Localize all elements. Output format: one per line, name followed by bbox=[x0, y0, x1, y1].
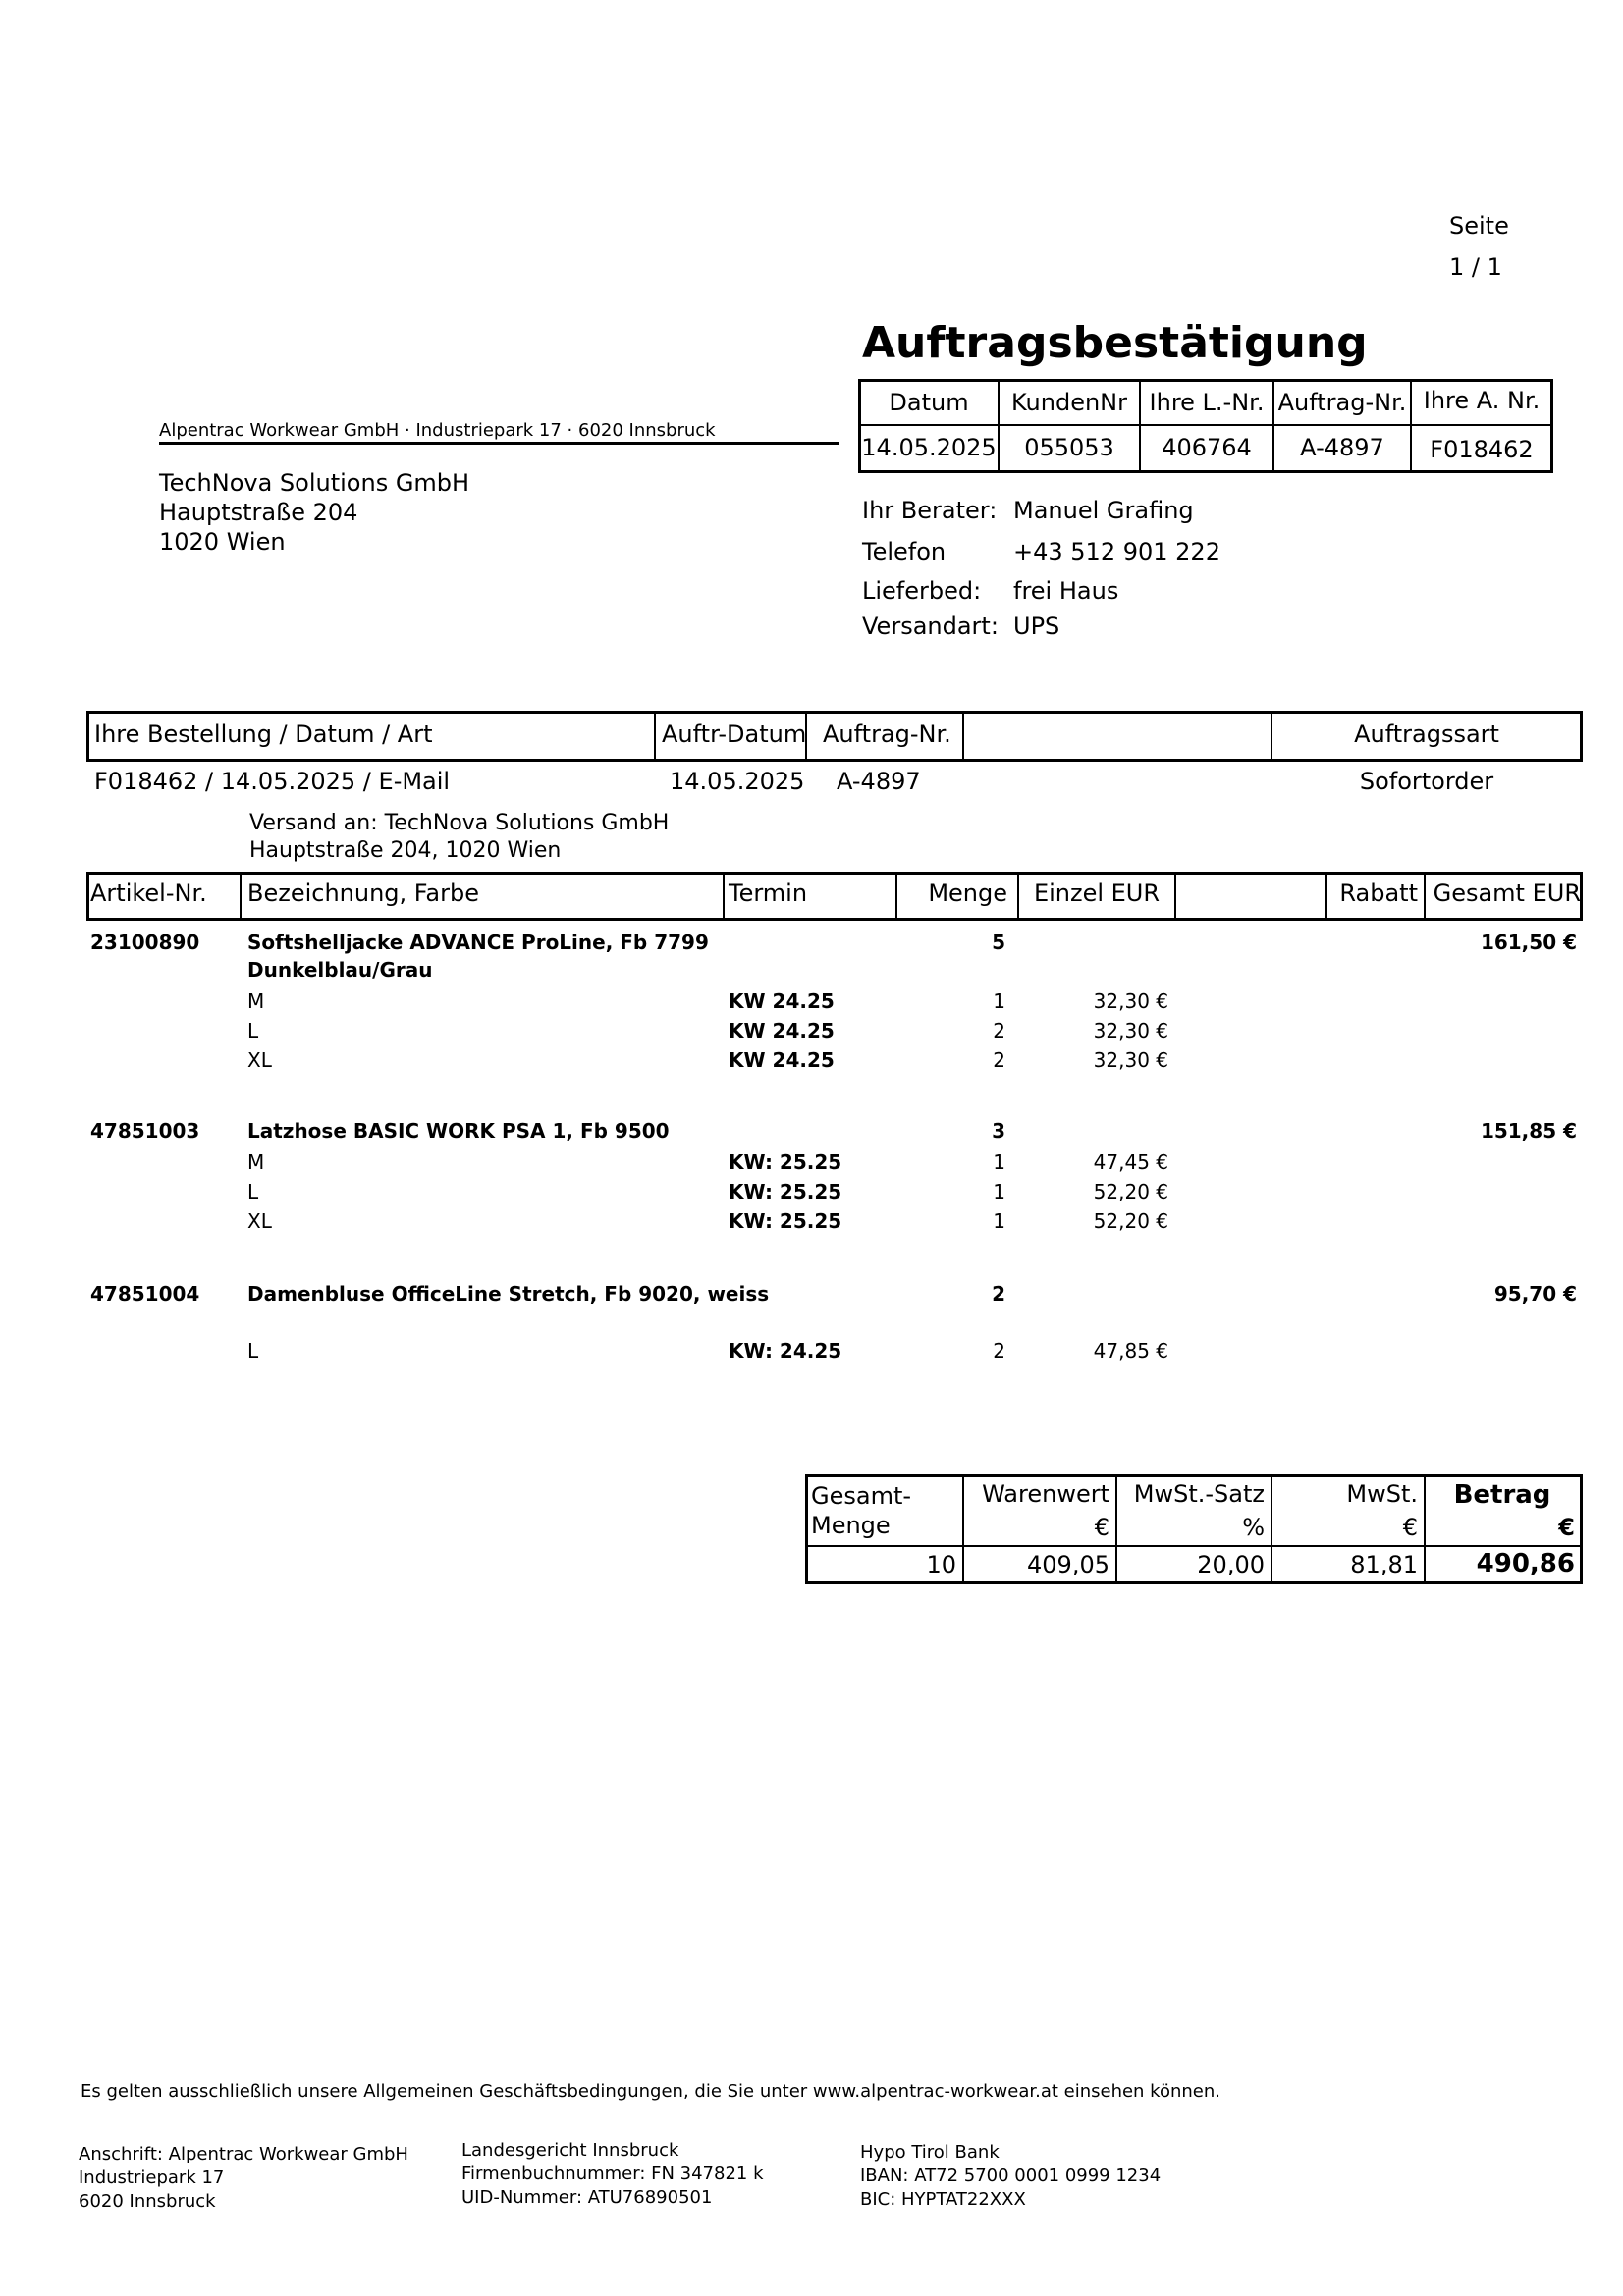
totals-h-vat-1: MwSt. bbox=[1346, 1480, 1418, 1508]
sender-line: Alpentrac Workwear GmbH · Industriepark 17 · 6020 Innsbruck bbox=[159, 420, 716, 441]
item-2-size-2: L bbox=[247, 1180, 259, 1203]
item-2-size-3: XL bbox=[247, 1209, 272, 1233]
totals-qty: 10 bbox=[926, 1551, 956, 1578]
footer-court-3: UID-Nummer: ATU76890501 bbox=[461, 2187, 713, 2208]
item-1-size-3-qty: 2 bbox=[993, 1048, 1005, 1072]
items-col-termin: Termin bbox=[729, 880, 808, 907]
item-3-desc: Damenbluse OfficeLine Stretch, Fb 9020, weiss bbox=[247, 1282, 770, 1306]
footer-bank-1: Hypo Tirol Bank bbox=[860, 2142, 1000, 2163]
footer-address-1: Anschrift: Alpentrac Workwear GmbH bbox=[79, 2144, 408, 2164]
item-1-size-1: M bbox=[247, 989, 265, 1013]
items-col-rabatt: Rabatt bbox=[1339, 880, 1418, 907]
totals-h-sum-2: € bbox=[1558, 1514, 1575, 1541]
totals-h-rate-2: % bbox=[1242, 1514, 1265, 1541]
terms-notice: Es gelten ausschließlich unsere Allgemeinen Geschäftsbedingungen, die Sie unter www.alpentrac-workwear.at einsehen können. bbox=[81, 2081, 1220, 2102]
footer-court-1: Landesgericht Innsbruck bbox=[461, 2140, 679, 2161]
header-value-kundennr: 055053 bbox=[1024, 434, 1114, 461]
totals-ware: 409,05 bbox=[1027, 1551, 1109, 1578]
totals-rate: 20,00 bbox=[1197, 1551, 1265, 1578]
recipient-city: 1020 Wien bbox=[159, 528, 286, 556]
order-value-auftragnr: A-4897 bbox=[837, 768, 921, 795]
item-2-article: 47851003 bbox=[90, 1119, 200, 1143]
item-2-size-2-price: 52,20 € bbox=[1093, 1180, 1168, 1203]
items-col-menge: Menge bbox=[928, 880, 1007, 907]
item-3-size-1-price: 47,85 € bbox=[1093, 1339, 1168, 1362]
item-2-size-1-price: 47,45 € bbox=[1093, 1150, 1168, 1174]
item-1-article: 23100890 bbox=[90, 931, 200, 954]
item-1-size-1-price: 32,30 € bbox=[1093, 989, 1168, 1013]
order-col-auftragnr: Auftrag-Nr. bbox=[823, 721, 951, 748]
order-col-bestellung: Ihre Bestellung / Datum / Art bbox=[94, 721, 433, 748]
order-value-bestellung: F018462 / 14.05.2025 / E-Mail bbox=[94, 768, 451, 795]
totals-h-vat-2: € bbox=[1402, 1514, 1418, 1541]
footer-address-3: 6020 Innsbruck bbox=[79, 2191, 216, 2212]
item-1-size-2: L bbox=[247, 1019, 259, 1042]
ship-to-line1: Versand an: TechNova Solutions GmbH bbox=[249, 811, 670, 835]
item-1-qty: 5 bbox=[992, 931, 1005, 954]
header-col-anr: Ihre A. Nr. bbox=[1423, 387, 1541, 414]
item-1-size-2-qty: 2 bbox=[993, 1019, 1005, 1042]
recipient-street: Hauptstraße 204 bbox=[159, 499, 358, 526]
recipient-name: TechNova Solutions GmbH bbox=[159, 469, 470, 497]
items-col-gesamt: Gesamt EUR bbox=[1433, 880, 1581, 907]
header-col-lnr: Ihre L.-Nr. bbox=[1149, 389, 1265, 416]
order-value-auftragsart: Sofortorder bbox=[1359, 768, 1494, 795]
items-col-einzel: Einzel EUR bbox=[1033, 880, 1161, 907]
item-2-size-1-term: KW: 25.25 bbox=[729, 1150, 842, 1174]
footer-court-2: Firmenbuchnummer: FN 347821 k bbox=[461, 2163, 764, 2184]
header-col-kundennr: KundenNr bbox=[1011, 389, 1127, 416]
item-3-size-1-term: KW: 24.25 bbox=[729, 1339, 842, 1362]
item-2-desc: Latzhose BASIC WORK PSA 1, Fb 9500 bbox=[247, 1119, 670, 1143]
totals-sum: 490,86 bbox=[1476, 1549, 1575, 1578]
page-label: Seite bbox=[1449, 212, 1509, 240]
totals-h-ware-1: Warenwert bbox=[982, 1480, 1109, 1508]
delivery-terms-label: Lieferbed: bbox=[862, 577, 982, 605]
order-col-auftrdatum: Auftr-Datum bbox=[662, 721, 807, 748]
shipping-method-value: UPS bbox=[1013, 613, 1060, 640]
item-2-size-3-price: 52,20 € bbox=[1093, 1209, 1168, 1233]
item-2-size-2-qty: 1 bbox=[993, 1180, 1005, 1203]
phone-value: +43 512 901 222 bbox=[1013, 538, 1220, 565]
header-col-datum: Datum bbox=[889, 389, 969, 416]
footer-bank-3: BIC: HYPTAT22XXX bbox=[860, 2189, 1026, 2210]
item-2-qty: 3 bbox=[992, 1119, 1005, 1143]
item-1-total: 161,50 € bbox=[1480, 931, 1577, 954]
footer-bank-2: IBAN: AT72 5700 0001 0999 1234 bbox=[860, 2165, 1162, 2186]
item-2-size-2-term: KW: 25.25 bbox=[729, 1180, 842, 1203]
item-1-size-3-term: KW 24.25 bbox=[729, 1048, 835, 1072]
items-col-article: Artikel-Nr. bbox=[90, 880, 207, 907]
advisor-value: Manuel Grafing bbox=[1013, 497, 1194, 524]
item-1-size-1-qty: 1 bbox=[993, 989, 1005, 1013]
order-col-auftragsart: Auftragssart bbox=[1354, 721, 1499, 748]
shipping-method-label: Versandart: bbox=[862, 613, 999, 640]
footer-address-2: Industriepark 17 bbox=[79, 2167, 225, 2188]
totals-h-rate-1: MwSt.-Satz bbox=[1133, 1480, 1265, 1508]
item-3-size-1: L bbox=[247, 1339, 259, 1362]
item-1-size-2-price: 32,30 € bbox=[1093, 1019, 1168, 1042]
item-2-size-1: M bbox=[247, 1150, 265, 1174]
item-1-size-2-term: KW 24.25 bbox=[729, 1019, 835, 1042]
header-value-anr: F018462 bbox=[1430, 436, 1534, 463]
ship-to-line2: Hauptstraße 204, 1020 Wien bbox=[249, 838, 562, 863]
document-title: Auftragsbestätigung bbox=[862, 318, 1368, 368]
advisor-label: Ihr Berater: bbox=[862, 497, 998, 524]
header-value-auftragnr: A-4897 bbox=[1300, 434, 1384, 461]
page-number: 1 / 1 bbox=[1449, 253, 1502, 281]
item-2-size-3-term: KW: 25.25 bbox=[729, 1209, 842, 1233]
totals-h-ware-2: € bbox=[1094, 1514, 1109, 1541]
phone-label: Telefon bbox=[862, 538, 947, 565]
header-col-auftragnr: Auftrag-Nr. bbox=[1277, 389, 1407, 416]
item-1-size-3-price: 32,30 € bbox=[1093, 1048, 1168, 1072]
order-value-auftrdatum: 14.05.2025 bbox=[670, 768, 805, 795]
item-2-size-3-qty: 1 bbox=[993, 1209, 1005, 1233]
item-3-total: 95,70 € bbox=[1493, 1282, 1577, 1306]
totals-h-qty-2: Menge bbox=[811, 1512, 891, 1539]
item-2-size-1-qty: 1 bbox=[993, 1150, 1005, 1174]
item-1-size-1-term: KW 24.25 bbox=[729, 989, 835, 1013]
items-col-description: Bezeichnung, Farbe bbox=[247, 880, 479, 907]
totals-vat: 81,81 bbox=[1350, 1551, 1418, 1578]
item-1-desc-color: Dunkelblau/Grau bbox=[247, 958, 433, 982]
totals-h-sum-1: Betrag bbox=[1453, 1480, 1551, 1510]
totals-h-qty-1: Gesamt- bbox=[811, 1482, 912, 1510]
header-value-lnr: 406764 bbox=[1162, 434, 1252, 461]
item-3-article: 47851004 bbox=[90, 1282, 200, 1306]
delivery-terms-value: frei Haus bbox=[1013, 577, 1119, 605]
item-2-total: 151,85 € bbox=[1480, 1119, 1577, 1143]
item-3-size-1-qty: 2 bbox=[993, 1339, 1005, 1362]
header-value-datum: 14.05.2025 bbox=[861, 434, 997, 461]
item-1-size-3: XL bbox=[247, 1048, 272, 1072]
item-3-qty: 2 bbox=[992, 1282, 1005, 1306]
sender-underline bbox=[159, 442, 839, 445]
item-1-desc: Softshelljacke ADVANCE ProLine, Fb 7799 bbox=[247, 931, 709, 954]
